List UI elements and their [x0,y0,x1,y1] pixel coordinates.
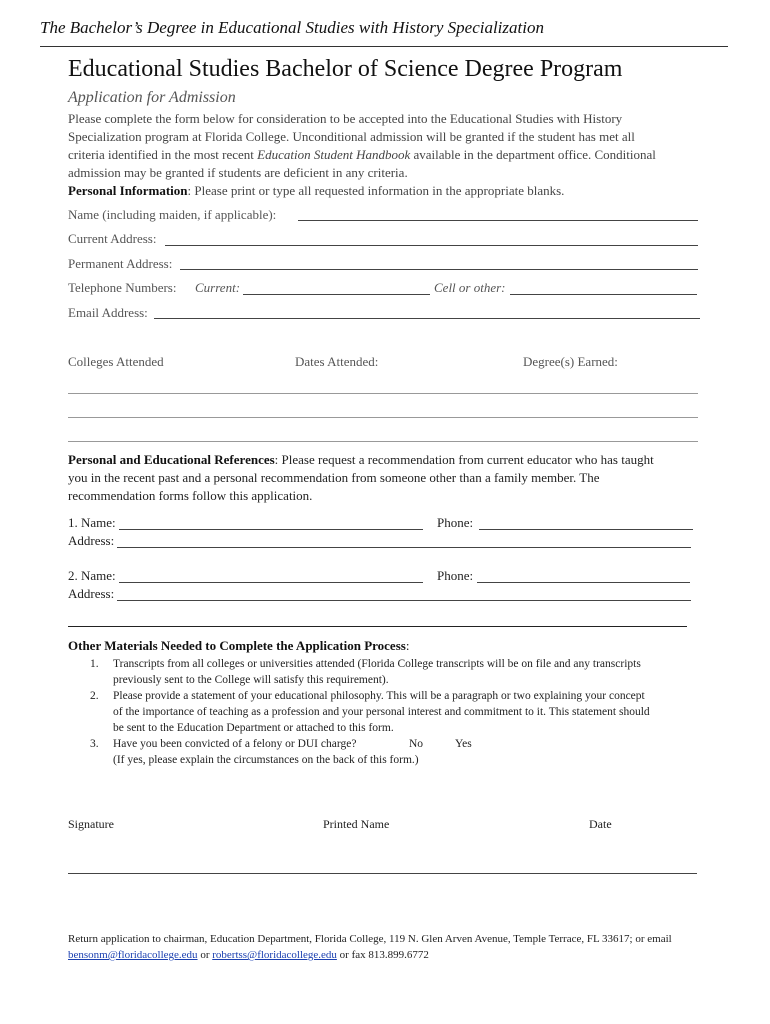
email-link-benson[interactable]: bensonm@floridacollege.edu [68,949,198,961]
ref2-address-field[interactable] [117,600,691,601]
email-label: Email Address: [68,305,148,320]
yes-option[interactable]: Yes [455,738,472,750]
dates-attended-header: Dates Attended: [295,354,379,369]
list-item [90,736,710,770]
intro-line [68,182,708,200]
intro-line: admission may be granted if students are deficient in any criteria. [68,165,408,180]
footer-contact [68,947,672,963]
ref2-address-label: Address: [68,586,115,601]
handbook-title: Education Student Handbook [257,147,411,162]
intro-text: available in the department office. Conditional [410,147,656,162]
personal-info-heading: Personal Information [68,183,188,198]
list-text: of the importance of teaching as a profession and your personal interest and commitment to it. This statement should [113,706,650,718]
signature-line[interactable] [68,873,697,874]
list-text: Please provide a statement of your educational philosophy. This will be a paragraph or two explaining your concept [113,690,645,702]
current-address-field[interactable] [165,245,698,246]
signature-label: Signature [68,817,114,831]
intro-text: criteria identified in the most recent [68,147,258,162]
intro-line: Specialization program at Florida College. Unconditional admission will be granted if the student has met all [68,129,635,144]
other-materials-heading [68,638,409,654]
ref1-name-label: 1. Name: [68,515,116,530]
ref1-address-field[interactable] [117,547,691,548]
references-text: : Please request a recommendation from current educator who has taught [274,452,654,467]
current-address-label: Current Address: [68,231,157,246]
page-title: Educational Studies Bachelor of Science Degree Program [68,56,623,82]
list-text: Have you been convicted of a felony or DUI charge? [113,738,357,750]
header-divider [40,46,728,47]
degrees-earned-header: Degree(s) Earned: [523,354,618,369]
ref1-address-label: Address: [68,533,115,548]
ref2-phone-label: Phone: [437,568,474,583]
ref1-phone-field[interactable] [479,529,693,530]
current-phone-field[interactable] [243,294,430,295]
list-text: be sent to the Education Department or attached to this form. [113,722,394,734]
cell-phone-label: Cell or other: [434,280,506,295]
name-field[interactable] [298,220,698,221]
current-phone-label: Current: [195,280,241,295]
footer-or: or [197,949,213,961]
permanent-address-label: Permanent Address: [68,256,173,271]
list-text: Transcripts from all colleges or universities attended (Florida College transcripts will be on file and any transcripts [113,658,641,670]
list-text: (If yes, please explain the circumstances on the back of this form.) [113,754,419,766]
intro-paragraph [68,110,708,200]
section-divider [68,626,687,627]
ref1-phone-label: Phone: [437,515,474,530]
name-label: Name (including maiden, if applicable): [68,207,277,222]
page-subtitle: Application for Admission [68,89,236,106]
colleges-row-line[interactable] [68,441,698,442]
colleges-row-line[interactable] [68,393,698,394]
date-label: Date [589,817,612,831]
ref2-name-field[interactable] [119,582,423,583]
permanent-address-field[interactable] [180,269,698,270]
other-materials-title: Other Materials Needed to Complete the Application Process [68,638,406,653]
intro-line: Please complete the form below for consideration to be accepted into the Educational Studies with History [68,111,623,126]
intro-line [68,146,708,164]
email-field[interactable] [154,318,700,319]
colleges-row-line[interactable] [68,417,698,418]
ref1-name-field[interactable] [119,529,423,530]
telephone-label: Telephone Numbers: [68,280,177,295]
references-line: you in the recent past and a personal recommendation from someone other than a family member. The [68,470,600,485]
other-materials-colon: : [405,638,410,653]
list-number: 2. [90,690,99,702]
ref2-name-label: 2. Name: [68,568,116,583]
references-line [68,451,708,469]
no-option[interactable]: No [409,738,424,750]
printed-name-label: Printed Name [323,817,390,831]
references-line: recommendation forms follow this application. [68,488,313,503]
references-paragraph [68,451,708,505]
intro-text: : Please print or type all requested information in the appropriate blanks. [187,183,565,198]
footer [68,931,672,963]
footer-text: Return application to chairman, Education Department, Florida College, 119 N. Glen Arven Avenue, Temple Terrace, FL 33617; or email [68,933,672,945]
list-item [90,656,710,690]
header-title: The Bachelor’s Degree in Educational Studies with History Specialization [40,18,544,37]
list-number: 3. [90,738,99,750]
list-text: previously sent to the College will satisfy this requirement). [113,674,389,686]
references-heading: Personal and Educational References [68,452,275,467]
email-link-roberts[interactable]: robertss@floridacollege.edu [212,949,337,961]
list-item [90,688,710,738]
footer-fax: or fax 813.899.6772 [336,949,429,961]
cell-phone-field[interactable] [510,294,697,295]
ref2-phone-field[interactable] [477,582,690,583]
list-number: 1. [90,658,99,670]
colleges-attended-header: Colleges Attended [68,354,164,369]
